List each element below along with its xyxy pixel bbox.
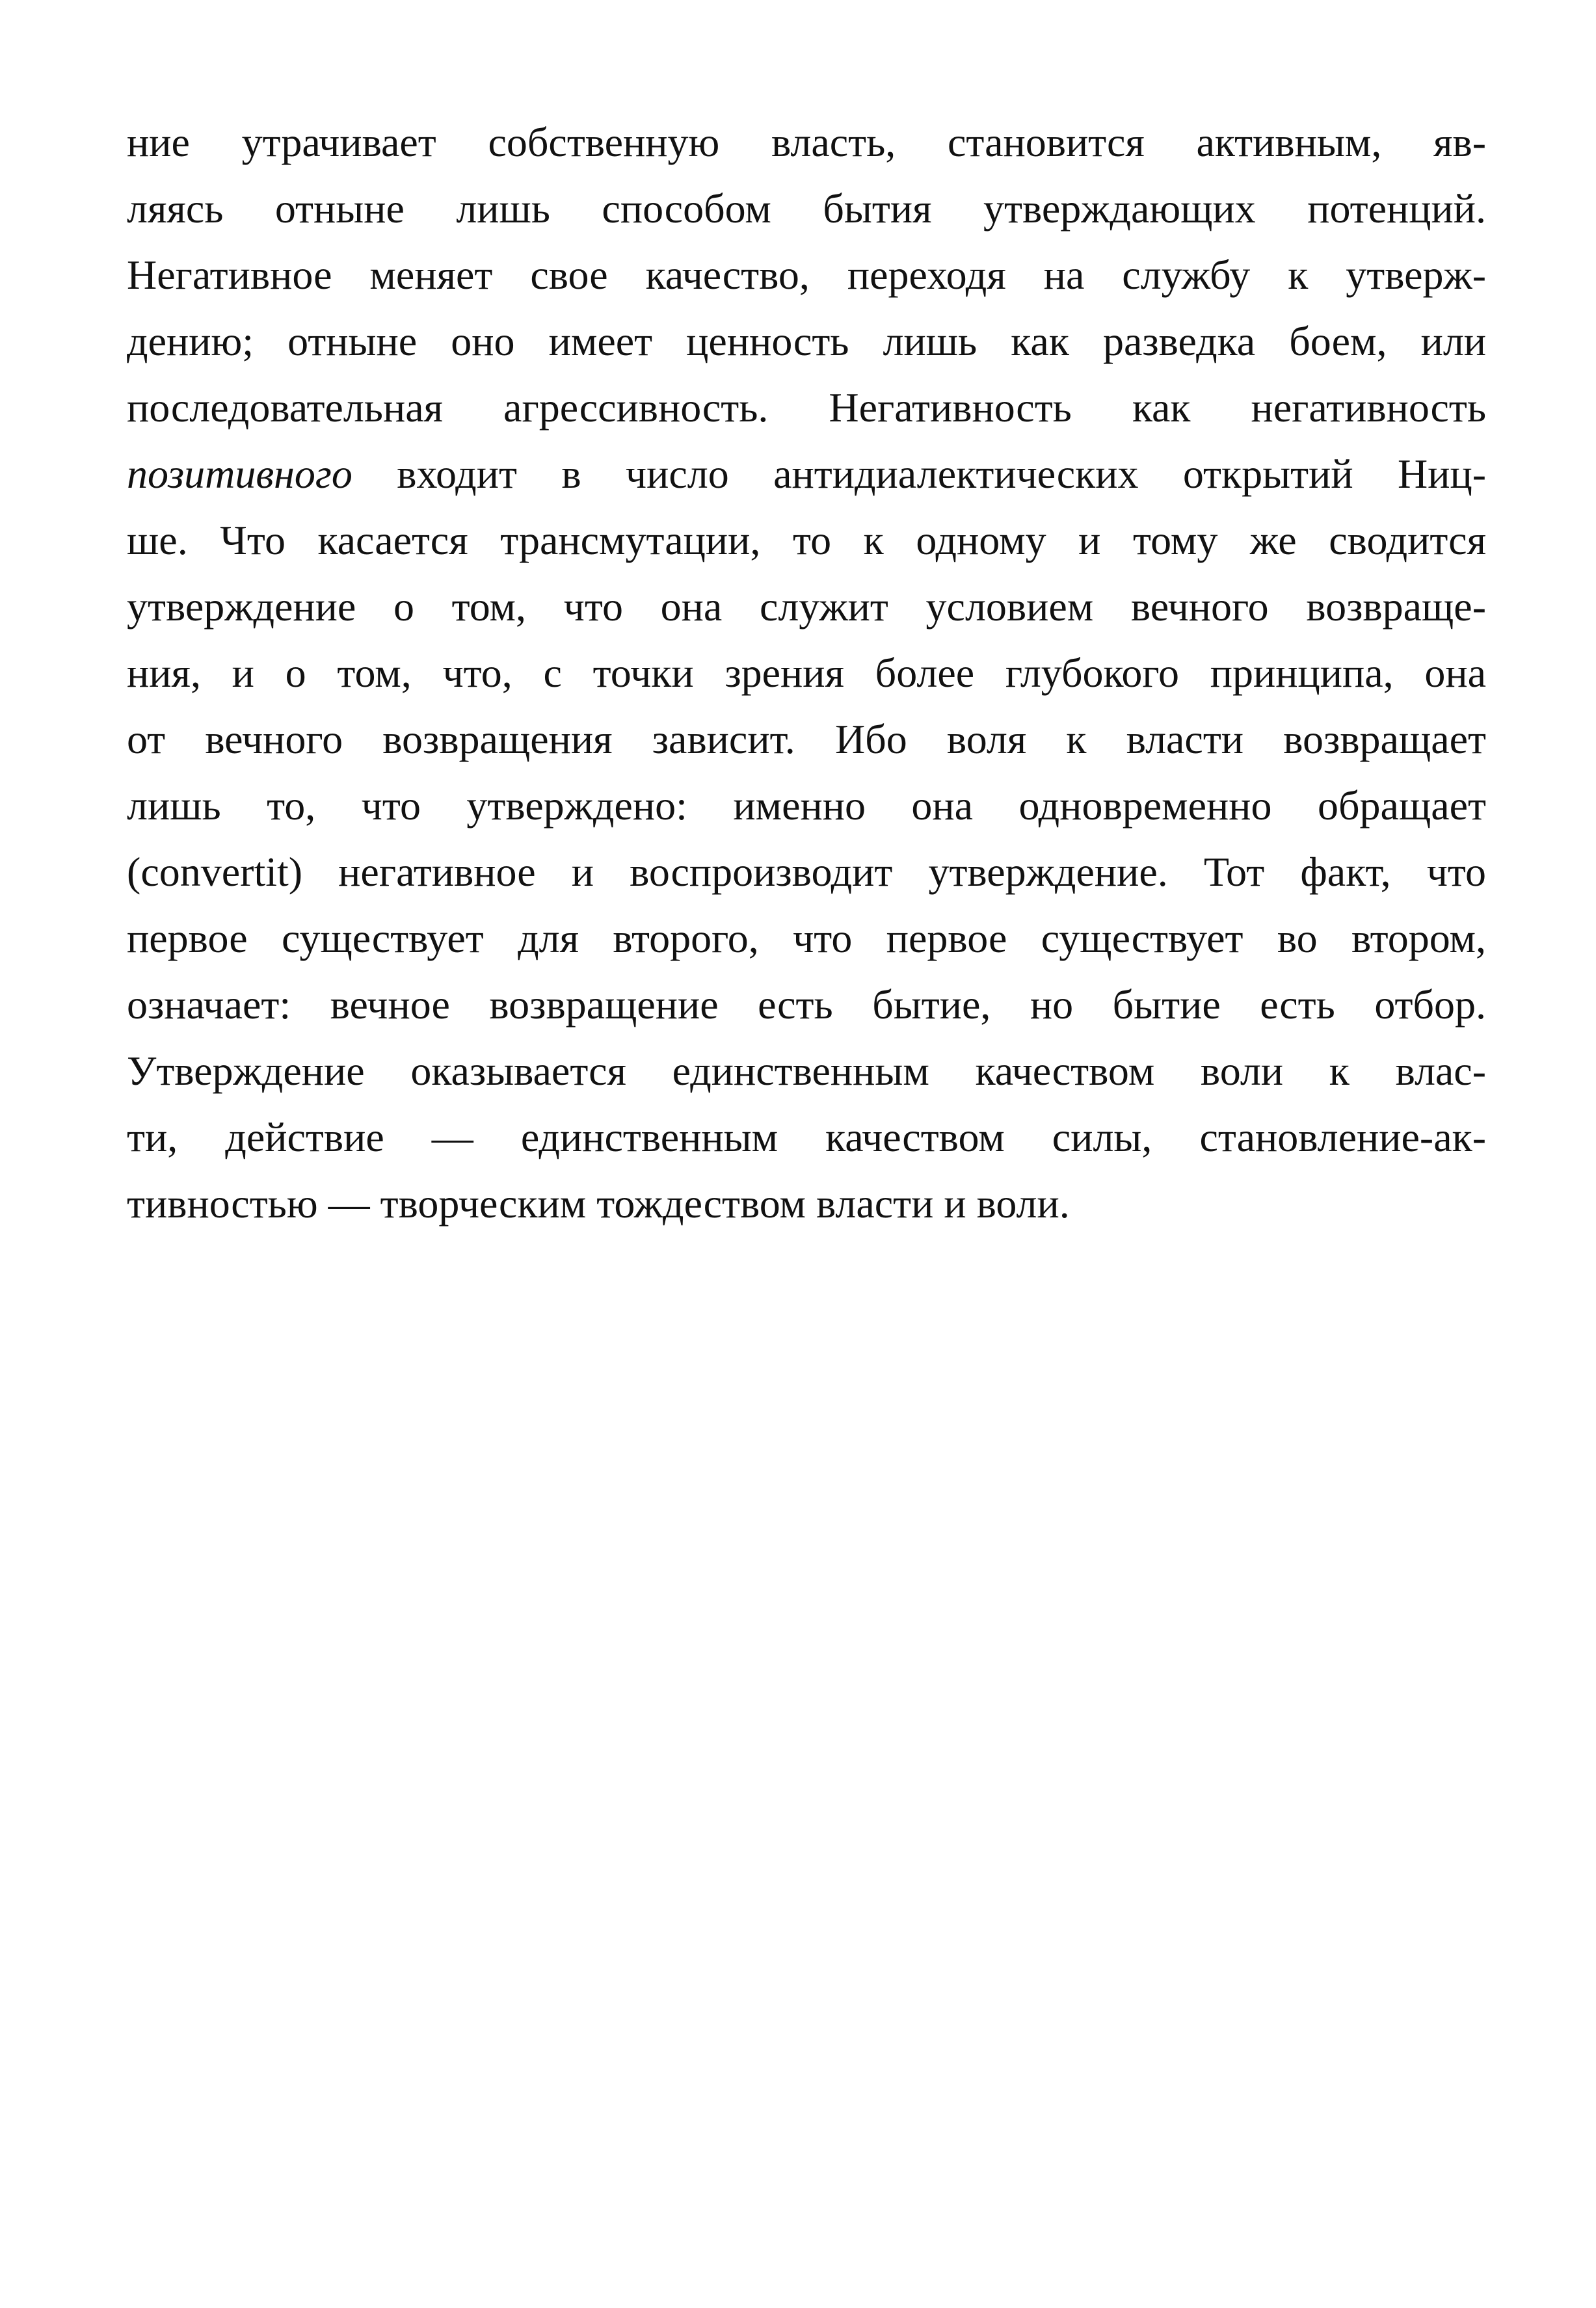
text-line: тивностью — творческим тождеством власти и воли.: [127, 1180, 1070, 1227]
text-line: последовательная агрессивность. Негативность как негативность: [127, 384, 1486, 431]
italic-term: позитивного: [127, 451, 352, 497]
text-line: ляясь отныне лишь способом бытия утверждающих потенций.: [127, 185, 1486, 232]
text-line: ния, и о том, что, с точки зрения более глубокого принципа, она: [127, 650, 1486, 696]
text-line: [127, 441, 1486, 507]
text-line: Утверждение оказывается единственным качеством воли к влас-: [127, 1048, 1486, 1094]
text-line: означает: вечное возвращение есть бытие, но бытие есть отбор.: [127, 981, 1486, 1028]
text-line: ние утрачивает собственную власть, становится активным, яв-: [127, 119, 1486, 165]
body-text: [127, 109, 1486, 1237]
text-line-rest: входит в число антидиалектических открытий Ниц-: [352, 451, 1486, 497]
text-line: первое существует для второго, что первое существует во втором,: [127, 915, 1486, 961]
text-line: ше. Что касается трансмутации, то к одному и тому же сводится: [127, 517, 1486, 563]
text-line: (convertit) негативное и воспроизводит утверждение. Тот факт, что: [127, 849, 1486, 895]
text-line: от вечного возвращения зависит. Ибо воля к власти возвращает: [127, 716, 1486, 762]
text-line: Негативное меняет свое качество, переходя на службу к утверж-: [127, 252, 1486, 298]
text-line: ти, действие — единственным качеством силы, становление-ак-: [127, 1114, 1486, 1160]
text-line: дению; отныне оно имеет ценность лишь как разведка боем, или: [127, 318, 1486, 364]
text-line: утверждение о том, что она служит условием вечного возвраще-: [127, 583, 1486, 630]
text-line: лишь то, что утверждено: именно она одновременно обращает: [127, 782, 1486, 829]
